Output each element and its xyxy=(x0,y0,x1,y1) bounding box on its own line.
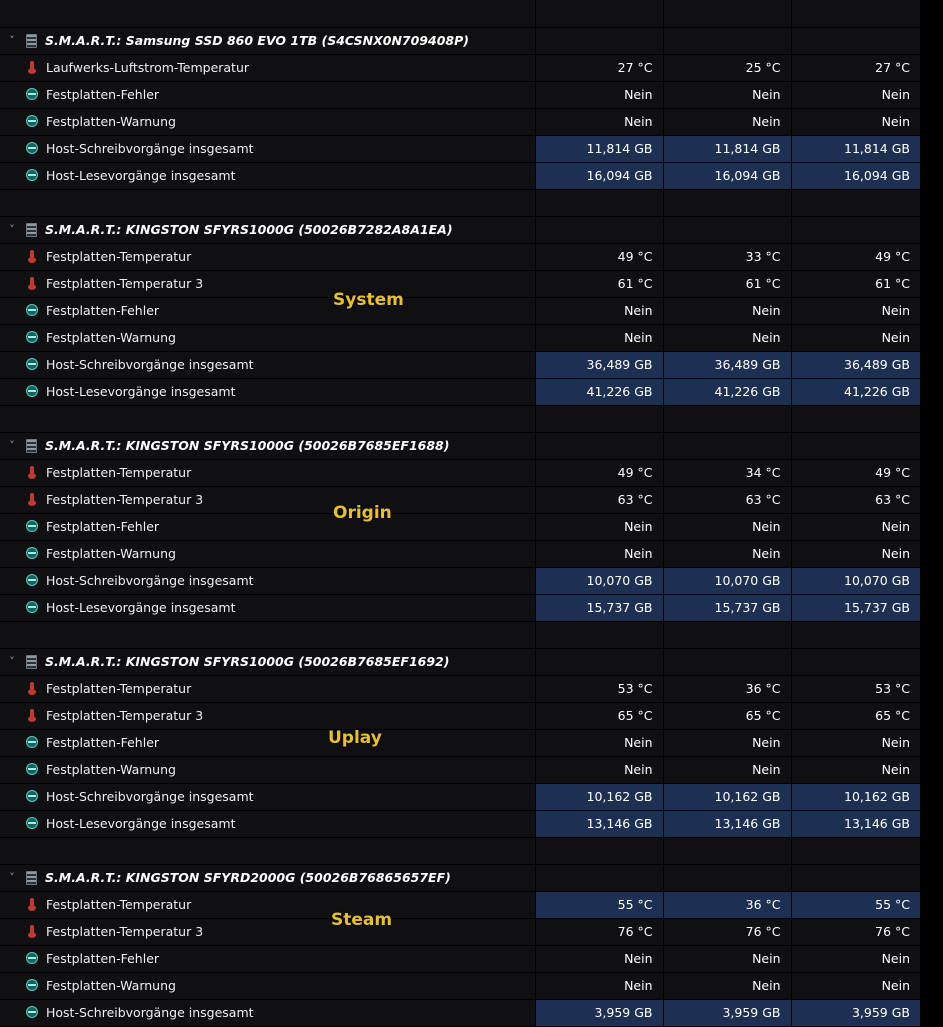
spacer-row xyxy=(0,405,920,432)
sensor-value-max: 3,959 GB xyxy=(791,999,920,1026)
sensor-label: Festplatten-Fehler xyxy=(46,87,160,102)
sensor-value-max: Nein xyxy=(791,972,920,999)
chevron-down-icon[interactable]: ˅ xyxy=(9,34,15,47)
smart-group-empty-cell xyxy=(535,432,663,459)
spacer-cell xyxy=(0,621,535,648)
disk-status-icon xyxy=(25,357,39,372)
spacer-cell xyxy=(791,0,920,27)
sensor-value-min: Nein xyxy=(663,513,791,540)
sensor-value-cur: Nein xyxy=(535,756,663,783)
spacer-cell xyxy=(0,837,535,864)
sensor-value-min: 36 °C xyxy=(663,675,791,702)
sensor-label: Festplatten-Warnung xyxy=(46,762,176,777)
sensor-label: Festplatten-Temperatur xyxy=(46,681,192,696)
sensor-value-min: 36,489 GB xyxy=(663,351,791,378)
sensor-label: Host-Schreibvorgänge insgesamt xyxy=(46,1005,254,1020)
sensor-value-min: 33 °C xyxy=(663,243,791,270)
sensor-name-cell[interactable] xyxy=(0,567,535,594)
sensor-label: Host-Lesevorgänge insgesamt xyxy=(46,384,236,399)
sensor-label: Host-Lesevorgänge insgesamt xyxy=(46,816,236,831)
spacer-row xyxy=(0,837,920,864)
disk-status-icon xyxy=(25,330,39,345)
sensor-value-cur: 3,959 GB xyxy=(535,999,663,1026)
chevron-down-icon[interactable]: ˅ xyxy=(9,223,15,236)
smart-group-empty-cell xyxy=(663,27,791,54)
spacer-row xyxy=(0,189,920,216)
disk-status-icon xyxy=(25,141,39,156)
disk-status-icon xyxy=(25,816,39,831)
sensor-value-max: 16,094 GB xyxy=(791,162,920,189)
sensor-value-min: Nein xyxy=(663,540,791,567)
sensor-row[interactable] xyxy=(0,54,920,81)
smart-group-name-cell[interactable] xyxy=(0,27,535,54)
sensor-value-cur: Nein xyxy=(535,297,663,324)
disk-status-icon xyxy=(25,573,39,588)
sensor-value-min: Nein xyxy=(663,945,791,972)
window-right-margin xyxy=(920,0,943,994)
spacer-cell xyxy=(535,837,663,864)
sensor-label: Festplatten-Fehler xyxy=(46,735,160,750)
sensor-name-cell[interactable] xyxy=(0,540,535,567)
disk-status-icon xyxy=(25,978,39,993)
sensor-value-max: 10,070 GB xyxy=(791,567,920,594)
smart-group-header[interactable] xyxy=(0,648,920,675)
disk-status-icon xyxy=(25,114,39,129)
spacer-row xyxy=(0,621,920,648)
sensor-row[interactable] xyxy=(0,945,920,972)
sensor-label: Festplatten-Temperatur 3 xyxy=(46,276,204,291)
disk-status-icon xyxy=(25,303,39,318)
sensor-value-cur: 49 °C xyxy=(535,459,663,486)
drive-stack-icon xyxy=(25,34,38,48)
sensor-row[interactable] xyxy=(0,756,920,783)
sensor-name-cell[interactable] xyxy=(0,891,535,918)
sensor-value-min: 36 °C xyxy=(663,891,791,918)
disk-status-icon xyxy=(25,762,39,777)
smart-group-empty-cell xyxy=(535,648,663,675)
sensor-row[interactable] xyxy=(0,486,920,513)
sensor-value-max: 76 °C xyxy=(791,918,920,945)
thermometer-icon xyxy=(25,465,39,480)
sensor-label: Host-Schreibvorgänge insgesamt xyxy=(46,573,254,588)
disk-status-icon xyxy=(25,168,39,183)
spacer-cell xyxy=(535,0,663,27)
sensor-value-cur: 10,162 GB xyxy=(535,783,663,810)
sensor-value-max: 55 °C xyxy=(791,891,920,918)
smart-group-name-cell[interactable] xyxy=(0,216,535,243)
sensor-value-min: 63 °C xyxy=(663,486,791,513)
sensor-label: Host-Lesevorgänge insgesamt xyxy=(46,600,236,615)
drive-stack-icon xyxy=(25,655,38,669)
sensor-name-cell[interactable] xyxy=(0,756,535,783)
sensor-label: Festplatten-Warnung xyxy=(46,330,176,345)
sensor-value-min: 16,094 GB xyxy=(663,162,791,189)
sensor-value-cur: 53 °C xyxy=(535,675,663,702)
spacer-cell xyxy=(791,189,920,216)
spacer-row xyxy=(0,0,920,27)
smart-group-empty-cell xyxy=(791,432,920,459)
sensor-value-cur: Nein xyxy=(535,324,663,351)
thermometer-icon xyxy=(25,276,39,291)
sensor-value-min: 11,814 GB xyxy=(663,135,791,162)
sensor-label: Festplatten-Temperatur 3 xyxy=(46,492,204,507)
smart-group-header[interactable] xyxy=(0,27,920,54)
sensor-label: Festplatten-Fehler xyxy=(46,519,160,534)
spacer-cell xyxy=(791,621,920,648)
drive-stack-icon xyxy=(25,223,38,237)
sensor-name-cell[interactable] xyxy=(0,918,535,945)
sensor-name-cell[interactable] xyxy=(0,513,535,540)
sensor-value-cur: Nein xyxy=(535,540,663,567)
smart-group-empty-cell xyxy=(663,216,791,243)
sensor-value-min: 10,070 GB xyxy=(663,567,791,594)
sensor-row[interactable] xyxy=(0,243,920,270)
sensor-name-cell[interactable] xyxy=(0,243,535,270)
sensor-value-max: Nein xyxy=(791,540,920,567)
sensor-value-max: Nein xyxy=(791,108,920,135)
sensor-row[interactable] xyxy=(0,378,920,405)
smart-group-label: S.M.A.R.T.: KINGSTON SFYRS1000G (50026B7282A8A1EA) xyxy=(45,222,453,237)
smart-group-empty-cell xyxy=(535,27,663,54)
spacer-cell xyxy=(663,405,791,432)
sensor-label: Festplatten-Warnung xyxy=(46,114,176,129)
sensor-name-cell[interactable] xyxy=(0,270,535,297)
sensor-value-min: Nein xyxy=(663,81,791,108)
sensor-value-cur: 55 °C xyxy=(535,891,663,918)
sensor-label: Festplatten-Temperatur xyxy=(46,465,192,480)
sensor-value-cur: 63 °C xyxy=(535,486,663,513)
sensor-label: Host-Schreibvorgänge insgesamt xyxy=(46,141,254,156)
sensor-value-max: Nein xyxy=(791,324,920,351)
sensor-value-min: 76 °C xyxy=(663,918,791,945)
chevron-down-icon[interactable]: ˅ xyxy=(9,439,15,452)
sensor-value-cur: Nein xyxy=(535,972,663,999)
drive-stack-icon xyxy=(25,439,38,453)
disk-status-icon xyxy=(25,789,39,804)
spacer-cell xyxy=(791,837,920,864)
sensor-value-max: 41,226 GB xyxy=(791,378,920,405)
sensor-label: Festplatten-Temperatur xyxy=(46,897,192,912)
spacer-cell xyxy=(535,189,663,216)
sensor-value-max: 13,146 GB xyxy=(791,810,920,837)
thermometer-icon xyxy=(25,681,39,696)
sensor-name-cell[interactable] xyxy=(0,972,535,999)
sensor-label: Festplatten-Temperatur xyxy=(46,249,192,264)
sensor-name-cell[interactable] xyxy=(0,594,535,621)
smart-group-empty-cell xyxy=(663,432,791,459)
sensor-name-cell[interactable] xyxy=(0,297,535,324)
sensor-name-cell[interactable] xyxy=(0,999,535,1026)
thermometer-icon xyxy=(25,60,39,75)
overlay-label: System xyxy=(333,290,404,310)
sensor-name-cell[interactable] xyxy=(0,459,535,486)
sensor-value-cur: Nein xyxy=(535,729,663,756)
smart-group-label: S.M.A.R.T.: Samsung SSD 860 EVO 1TB (S4CSNX0N709408P) xyxy=(45,33,469,48)
smart-group-empty-cell xyxy=(791,864,920,891)
sensor-name-cell[interactable] xyxy=(0,351,535,378)
sensor-value-min: 10,162 GB xyxy=(663,783,791,810)
sensor-value-max: 27 °C xyxy=(791,54,920,81)
sensor-value-cur: Nein xyxy=(535,513,663,540)
sensor-value-max: 65 °C xyxy=(791,702,920,729)
smart-group-empty-cell xyxy=(791,216,920,243)
disk-status-icon xyxy=(25,735,39,750)
sensor-value-min: 61 °C xyxy=(663,270,791,297)
sensor-row[interactable] xyxy=(0,999,920,1026)
sensor-value-max: Nein xyxy=(791,81,920,108)
sensor-row[interactable] xyxy=(0,918,920,945)
sensor-name-cell[interactable] xyxy=(0,81,535,108)
sensor-value-cur: 65 °C xyxy=(535,702,663,729)
smart-group-name-cell[interactable] xyxy=(0,432,535,459)
sensor-label: Festplatten-Warnung xyxy=(46,546,176,561)
sensor-value-cur: Nein xyxy=(535,81,663,108)
sensor-value-min: 41,226 GB xyxy=(663,378,791,405)
smart-group-empty-cell xyxy=(663,648,791,675)
spacer-cell xyxy=(535,621,663,648)
thermometer-icon xyxy=(25,249,39,264)
smart-group-name-cell[interactable] xyxy=(0,648,535,675)
spacer-cell xyxy=(663,837,791,864)
sensor-row[interactable] xyxy=(0,972,920,999)
sensor-row[interactable] xyxy=(0,162,920,189)
sensor-value-cur: 10,070 GB xyxy=(535,567,663,594)
sensor-value-cur: 27 °C xyxy=(535,54,663,81)
sensor-value-max: Nein xyxy=(791,729,920,756)
spacer-cell xyxy=(0,0,535,27)
overlay-label: Uplay xyxy=(328,728,382,748)
spacer-cell xyxy=(0,405,535,432)
sensor-value-min: 13,146 GB xyxy=(663,810,791,837)
sensor-label: Host-Schreibvorgänge insgesamt xyxy=(46,789,254,804)
sensor-row[interactable] xyxy=(0,297,920,324)
overlay-label: Origin xyxy=(333,503,392,523)
disk-status-icon xyxy=(25,1005,39,1020)
smart-group-label: S.M.A.R.T.: KINGSTON SFYRS1000G (50026B7685EF1688) xyxy=(45,438,450,453)
sensor-label: Festplatten-Temperatur 3 xyxy=(46,708,204,723)
sensor-label: Laufwerks-Luftstrom-Temperatur xyxy=(46,60,250,75)
sensor-name-cell[interactable] xyxy=(0,783,535,810)
spacer-cell xyxy=(663,0,791,27)
sensor-row[interactable] xyxy=(0,594,920,621)
overlay-label: Steam xyxy=(331,910,393,930)
spacer-cell xyxy=(535,405,663,432)
sensor-value-max: Nein xyxy=(791,756,920,783)
sensor-row[interactable] xyxy=(0,459,920,486)
disk-status-icon xyxy=(25,600,39,615)
sensor-value-min: Nein xyxy=(663,297,791,324)
sensor-value-cur: 11,814 GB xyxy=(535,135,663,162)
thermometer-icon xyxy=(25,924,39,939)
smart-group-empty-cell xyxy=(663,864,791,891)
sensor-value-min: 65 °C xyxy=(663,702,791,729)
sensor-value-min: Nein xyxy=(663,729,791,756)
sensor-name-cell[interactable] xyxy=(0,945,535,972)
sensor-value-max: 10,162 GB xyxy=(791,783,920,810)
smart-group-empty-cell xyxy=(791,27,920,54)
smart-group-empty-cell xyxy=(791,648,920,675)
chevron-down-icon[interactable]: ˅ xyxy=(9,871,15,884)
sensor-value-max: 61 °C xyxy=(791,270,920,297)
sensor-value-cur: 15,737 GB xyxy=(535,594,663,621)
disk-status-icon xyxy=(25,384,39,399)
sensor-row[interactable] xyxy=(0,810,920,837)
sensor-name-cell[interactable] xyxy=(0,162,535,189)
thermometer-icon xyxy=(25,897,39,912)
sensor-value-max: 49 °C xyxy=(791,459,920,486)
sensor-value-max: 36,489 GB xyxy=(791,351,920,378)
chevron-down-icon[interactable]: ˅ xyxy=(9,655,15,668)
sensor-row[interactable] xyxy=(0,675,920,702)
sensor-value-cur: 41,226 GB xyxy=(535,378,663,405)
sensor-value-min: Nein xyxy=(663,108,791,135)
sensor-value-cur: Nein xyxy=(535,108,663,135)
spacer-cell xyxy=(0,189,535,216)
sensor-name-cell[interactable] xyxy=(0,54,535,81)
smart-group-header[interactable] xyxy=(0,432,920,459)
disk-status-icon xyxy=(25,546,39,561)
sensor-value-max: 15,737 GB xyxy=(791,594,920,621)
spacer-cell xyxy=(663,621,791,648)
sensor-name-cell[interactable] xyxy=(0,108,535,135)
sensor-value-min: 3,959 GB xyxy=(663,999,791,1026)
sensor-row[interactable] xyxy=(0,324,920,351)
disk-status-icon xyxy=(25,87,39,102)
thermometer-icon xyxy=(25,708,39,723)
sensor-label: Host-Schreibvorgänge insgesamt xyxy=(46,357,254,372)
sensor-row[interactable] xyxy=(0,135,920,162)
sensor-value-cur: 36,489 GB xyxy=(535,351,663,378)
sensor-name-cell[interactable] xyxy=(0,675,535,702)
sensor-name-cell[interactable] xyxy=(0,135,535,162)
sensor-value-max: Nein xyxy=(791,513,920,540)
sensor-name-cell[interactable] xyxy=(0,324,535,351)
sensor-value-max: 49 °C xyxy=(791,243,920,270)
sensor-value-max: Nein xyxy=(791,297,920,324)
sensor-name-cell[interactable] xyxy=(0,810,535,837)
thermometer-icon xyxy=(25,492,39,507)
sensor-label: Festplatten-Temperatur 3 xyxy=(46,924,204,939)
smart-group-empty-cell xyxy=(535,216,663,243)
spacer-cell xyxy=(791,405,920,432)
smart-group-empty-cell xyxy=(535,864,663,891)
sensor-value-cur: 61 °C xyxy=(535,270,663,297)
smart-group-header[interactable] xyxy=(0,216,920,243)
smart-group-label: S.M.A.R.T.: KINGSTON SFYRD2000G (50026B76865657EF) xyxy=(45,870,451,885)
sensor-value-min: 15,737 GB xyxy=(663,594,791,621)
sensor-value-cur: 16,094 GB xyxy=(535,162,663,189)
sensor-label: Festplatten-Fehler xyxy=(46,951,160,966)
sensor-value-min: 34 °C xyxy=(663,459,791,486)
sensor-value-min: Nein xyxy=(663,324,791,351)
smart-group-label: S.M.A.R.T.: KINGSTON SFYRS1000G (50026B7685EF1692) xyxy=(45,654,450,669)
sensor-row[interactable] xyxy=(0,513,920,540)
drive-stack-icon xyxy=(25,871,38,885)
sensor-name-cell[interactable] xyxy=(0,729,535,756)
sensor-value-cur: Nein xyxy=(535,945,663,972)
sensor-name-cell[interactable] xyxy=(0,486,535,513)
sensor-value-min: 25 °C xyxy=(663,54,791,81)
sensor-value-max: 63 °C xyxy=(791,486,920,513)
sensor-value-min: Nein xyxy=(663,972,791,999)
sensor-label: Festplatten-Warnung xyxy=(46,978,176,993)
sensor-value-cur: 49 °C xyxy=(535,243,663,270)
sensor-row[interactable] xyxy=(0,567,920,594)
sensor-value-max: 53 °C xyxy=(791,675,920,702)
sensor-value-cur: 76 °C xyxy=(535,918,663,945)
sensor-row[interactable] xyxy=(0,81,920,108)
smart-group-name-cell[interactable] xyxy=(0,864,535,891)
sensor-value-min: Nein xyxy=(663,756,791,783)
spacer-cell xyxy=(663,189,791,216)
sensor-name-cell[interactable] xyxy=(0,378,535,405)
sensor-row[interactable] xyxy=(0,783,920,810)
sensor-label: Festplatten-Fehler xyxy=(46,303,160,318)
sensor-value-cur: 13,146 GB xyxy=(535,810,663,837)
disk-status-icon xyxy=(25,519,39,534)
sensor-row[interactable] xyxy=(0,270,920,297)
smart-group-header[interactable] xyxy=(0,864,920,891)
sensor-value-max: 11,814 GB xyxy=(791,135,920,162)
sensor-value-max: Nein xyxy=(791,945,920,972)
sensor-row[interactable] xyxy=(0,702,920,729)
disk-status-icon xyxy=(25,951,39,966)
sensor-name-cell[interactable] xyxy=(0,702,535,729)
sensor-row[interactable] xyxy=(0,540,920,567)
sensor-row[interactable] xyxy=(0,729,920,756)
sensor-row[interactable] xyxy=(0,351,920,378)
sensor-label: Host-Lesevorgänge insgesamt xyxy=(46,168,236,183)
sensor-row[interactable] xyxy=(0,108,920,135)
sensor-row[interactable] xyxy=(0,891,920,918)
